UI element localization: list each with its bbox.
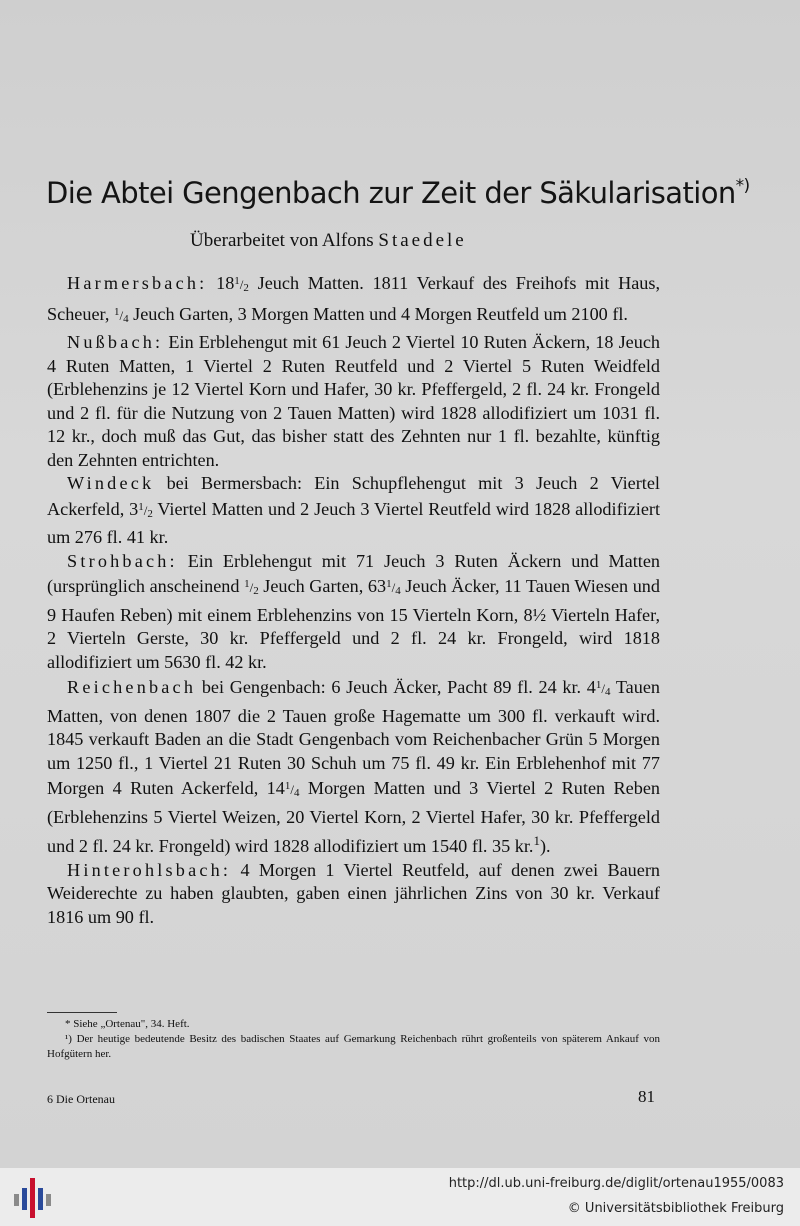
- fraction: $^1/_4$: [113, 305, 129, 325]
- text-run: Jeuch Äcker, 11 Tauen Wiesen und 9 Haufen Reben) mit einem Erblehenzins von 15 Vierteln Korn, 8½ Vierteln Hafer, 2 Vierteln Gerste, 30 kr. Pfeffergeld und 2 fl. 24 kr. Frongeld, wird 1818 allodifiziert um 5630 fl. 42 kr.: [47, 576, 660, 672]
- ub-freiburg-logo-icon[interactable]: [12, 1174, 52, 1222]
- fraction-denominator: 2: [253, 585, 259, 597]
- paragraph-strohbach: [47, 550, 660, 675]
- fraction-denominator: 2: [243, 282, 249, 294]
- paragraph-windeck: [47, 472, 660, 550]
- copyright-notice: © Universitätsbibliothek Freiburg: [567, 1201, 784, 1216]
- permalink-url[interactable]: http://dl.ub.uni-freiburg.de/diglit/ortenau1955/0083: [448, 1176, 784, 1191]
- article-body: [47, 270, 660, 929]
- fraction-numerator: 1: [386, 578, 392, 590]
- text-run: ).: [539, 836, 551, 857]
- page-number: 81: [638, 1087, 655, 1106]
- text-run: Viertel Matten und 2 Jeuch 3 Viertel Reutfeld wird 1828 allodifiziert um 276 fl. 41 kr.: [47, 498, 661, 547]
- place-name: Reichenbach: [67, 677, 197, 697]
- text-run: bei Gengenbach: 6 Jeuch Äcker, Pacht 89 fl. 24 kr. 4: [196, 677, 596, 697]
- fraction-numerator: 1: [138, 500, 144, 513]
- place-name: Strohbach:: [67, 550, 178, 571]
- text-run: Ein Erblehengut mit 71 Jeuch 3 Ruten Äckern und Matten (ursprünglich anscheinend: [47, 550, 660, 596]
- title-footnote-mark: *): [735, 176, 750, 196]
- title-text: Die Abtei Gengenbach zur Zeit der Säkularisation: [46, 176, 736, 210]
- fraction-numerator: 1: [244, 578, 250, 590]
- fraction: $^1/_2$: [244, 578, 259, 597]
- fraction-denominator: 2: [147, 507, 153, 520]
- place-name: Windeck: [67, 473, 155, 493]
- article-subtitle: [190, 230, 467, 252]
- footnote-1: ¹) Der heutige bedeutende Besitz des badischen Staates auf Gemarkung Reichenbach rührt großenteils von späterem Ankauf von Hofgütern her.: [47, 1033, 660, 1060]
- text-run: Jeuch Garten, 63: [258, 576, 387, 596]
- footnote-asterisk: * Siehe „Ortenau", 34. Heft.: [65, 1018, 190, 1030]
- paragraph-nussbach: [47, 331, 660, 472]
- text-run: bei Bermersbach: Ein Schupflehengut mit 3 Jeuch 2 Viertel Ackerfeld, 3: [47, 473, 660, 519]
- printer-signature: 6 Die Ortenau: [47, 1092, 115, 1106]
- fraction-numerator: 1: [595, 679, 602, 691]
- place-name: Harmersbach:: [67, 273, 208, 293]
- author-name: Staedele: [378, 230, 467, 251]
- text-run: 4 Morgen 1 Viertel Reutfeld, auf denen zwei Bauern Weiderechte zu haben glaubten, gaben einen jährlichen Zins von 30 kr. Verkauf 1816 um 90 fl.: [47, 859, 660, 927]
- viewer-footer-bar: [0, 1168, 800, 1226]
- fraction: $^1/_4$: [284, 780, 300, 799]
- text-run: Tauen Matten, von denen 1807 die 2 Tauen große Hagematte um 300 fl. verkauft wird. 1845 verkauft Baden an die Stadt Gengenbach vom Reichenbacher Grün 5 Morgen um 1250 fl., 1 Viertel 21 Ruten 30 Schuh um 75 fl. 49 kr. Ein Erblehenhof mit 77 Morgen 4 Ruten Ackerfeld, 14: [47, 677, 660, 798]
- text-run: Ein Erblehengut mit 61 Jeuch 2 Viertel 10 Ruten Äckern, 18 Jeuch 4 Ruten Matten, 1 Viertel 2 Ruten Reutfeld und 2 Viertel 5 Ruten Weidfeld (Erblehenzins je 12 Viertel Korn und Hafer, 30 kr. Pfeffergeld, 2 fl. 24 kr. Frongeld und 2 fl. für die Nutzung von 2 Tauen Matten) wird 1828 allodifiziert um 1031 fl. 12 kr., doch muß das Gut, das bisher statt des Zehnten nur 1 fl. bezahlte, künftig den Zehnten entrichten.: [47, 332, 660, 470]
- text-run: Morgen Matten und 3 Viertel 2 Ruten Reben (Erblehenzins 5 Viertel Weizen, 20 Viertel Korn, 2 Viertel Hafer, 30 kr. Pfeffergeld und 2 fl. 24 kr. Frongeld) wird 1828 allodifiziert um 1540 fl. 35 kr.: [47, 778, 660, 857]
- text-run: Jeuch Garten, 3 Morgen Matten und 4 Morgen Reutfeld um 2100 fl.: [128, 303, 628, 324]
- fraction: $^1/_2$: [234, 275, 249, 294]
- place-name: Hinterohlsbach:: [67, 859, 232, 880]
- paragraph-reichenbach: [47, 674, 660, 859]
- fraction-denominator: 4: [123, 312, 129, 325]
- fraction-denominator: 4: [604, 686, 611, 698]
- text-run: 18: [207, 273, 235, 293]
- fraction-numerator: 1: [113, 305, 120, 318]
- text-run: Jeuch Matten. 1811 Verkauf des Freihofs mit Haus, Scheuer,: [47, 273, 660, 324]
- subtitle-prefix: Überarbeitet von Alfons: [190, 230, 374, 251]
- fraction-denominator: 4: [395, 585, 401, 597]
- fraction-denominator: 4: [294, 787, 300, 799]
- footnotes: [47, 1017, 660, 1062]
- footnote-reference: 1: [533, 833, 540, 848]
- paragraph-harmersbach: [47, 270, 660, 331]
- place-name: Nußbach:: [67, 332, 164, 352]
- fraction: $^1/_4$: [386, 578, 401, 597]
- fraction: $^1/_2$: [138, 500, 153, 520]
- paragraph-hinterohlsbach: [47, 859, 660, 930]
- footnote-divider: [47, 1012, 117, 1013]
- article-title: [46, 176, 776, 210]
- fraction: $^1/_4$: [595, 679, 611, 698]
- fraction-numerator: 1: [234, 275, 240, 287]
- fraction-numerator: 1: [284, 780, 291, 792]
